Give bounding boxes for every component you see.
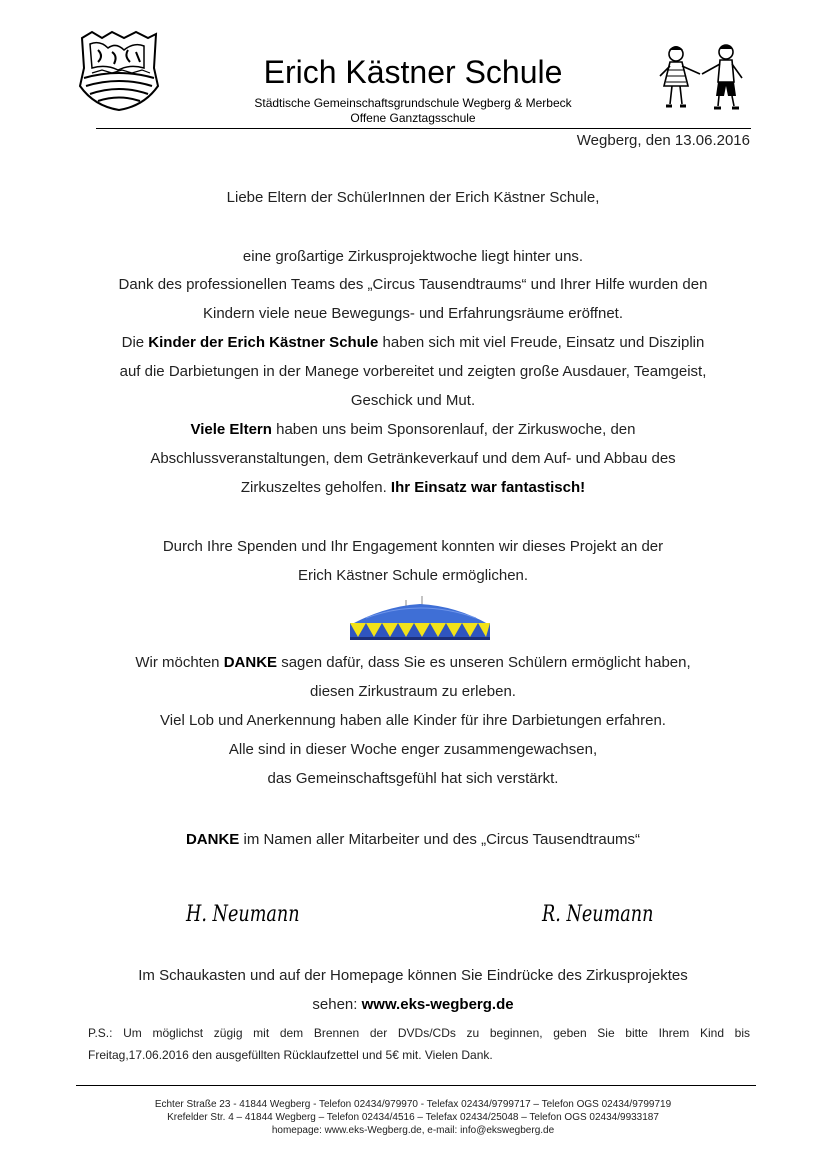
school-subtitle-ogs: Offene Ganztagsschule [350,111,476,125]
letter-line: Alle sind in dieser Woche enger zusammengewachsen, [228,741,598,758]
text: sagen dafür, dass Sie es unseren Schülern ermöglicht haben, [277,654,691,671]
text: sehen: [312,996,362,1013]
thanks-line [0,825,826,854]
footer [0,1098,826,1137]
letter-line [0,328,826,357]
bold-text: Ihr Einsatz war fantastisch! [390,479,586,496]
letter-line: Erich Kästner Schule ermöglichen. [297,567,529,584]
signature-left: H. Neumann [186,902,300,927]
bold-text: Kinder der Erich Kästner Schule [148,334,379,351]
letter-line: Geschick und Mut. [350,392,476,409]
postscript-line: Freitag,17.06.2016 den ausgefüllten Rücklaufzettel und 5€ mit. Vielen Dank. [88,1048,493,1062]
text: im Namen aller Mitarbeiter und des „Circus Tausendtraums“ [239,831,641,848]
salutation: Liebe Eltern der SchülerInnen der Erich Kästner Schule, [226,189,600,206]
circus-tent-image [346,594,492,644]
bold-text: DANKE [223,654,278,671]
text: Wir möchten [135,654,224,671]
school-subtitle: Städtische Gemeinschaftsgrundschule Wegberg & Merbeck [254,96,572,110]
footer-divider [76,1085,756,1086]
text: Die [121,334,149,351]
letter-line: Abschlussveranstaltungen, dem Getränkeverkauf und dem Auf- und Abbau des [150,450,676,467]
letter-line: Viel Lob und Anerkennung haben alle Kinder für ihre Darbietungen erfahren. [160,712,666,729]
letter-line [0,990,826,1019]
letter-line [0,473,826,502]
school-name-title: Erich Kästner Schule [263,54,563,90]
letter-line: diesen Zirkustraum zu erleben. [310,683,516,700]
text: haben sich mit viel Freude, Einsatz und Disziplin [378,334,705,351]
footer-address-2: Krefelder Str. 4 – 41844 Wegberg – Telefon 02434/4516 – Telefax 02434/25048 – Telefon OGS 02434/9933187 [167,1112,659,1123]
postscript [88,1022,750,1066]
letter-line [0,415,826,444]
letter-line: Dank des professionellen Teams des „Circus Tausendtraums“ und Ihrer Hilfe wurden den [118,276,708,293]
bold-text: DANKE [185,831,240,848]
homepage-link[interactable]: www.eks-wegberg.de [361,996,514,1013]
letter-date: Wegberg, den 13.06.2016 [576,132,750,149]
letter-line: auf die Darbietungen in der Manege vorbereitet und zeigten große Ausdauer, Teamgeist, [119,363,707,380]
signature-right: R. Neumann [542,902,654,927]
letter-line: Im Schaukasten und auf der Homepage können Sie Eindrücke des Zirkusprojektes [138,967,688,984]
letter-line: Durch Ihre Spenden und Ihr Engagement konnten wir dieses Projekt an der [162,538,664,555]
letter-line: Kindern viele neue Bewegungs- und Erfahrungsräume eröffnet. [203,305,623,322]
bold-text: Viele Eltern [190,421,272,438]
letter-line: das Gemeinschaftsgefühl hat sich verstärkt. [267,770,559,787]
header-divider [96,128,751,129]
text: haben uns beim Sponsorenlauf, der Zirkuswoche, den [271,421,636,438]
text: Zirkuszeltes geholfen. [240,479,391,496]
footer-contact: homepage: www.eks-Wegberg.de, e-mail: info@ekswegberg.de [271,1125,555,1136]
footer-address-1: Echter Straße 23 - 41844 Wegberg - Telefon 02434/979970 - Telefax 02434/9799717 – Telefon OGS 02434/9799719 [154,1099,672,1110]
postscript-line: P.S.: Um möglichst zügig mit dem Brennen der DVDs/CDs zu beginnen, geben Sie bitte Ihrem Kind bis [88,1026,750,1040]
letter-line [0,648,826,677]
letter-line: eine großartige Zirkusprojektwoche liegt hinter uns. [242,248,584,265]
